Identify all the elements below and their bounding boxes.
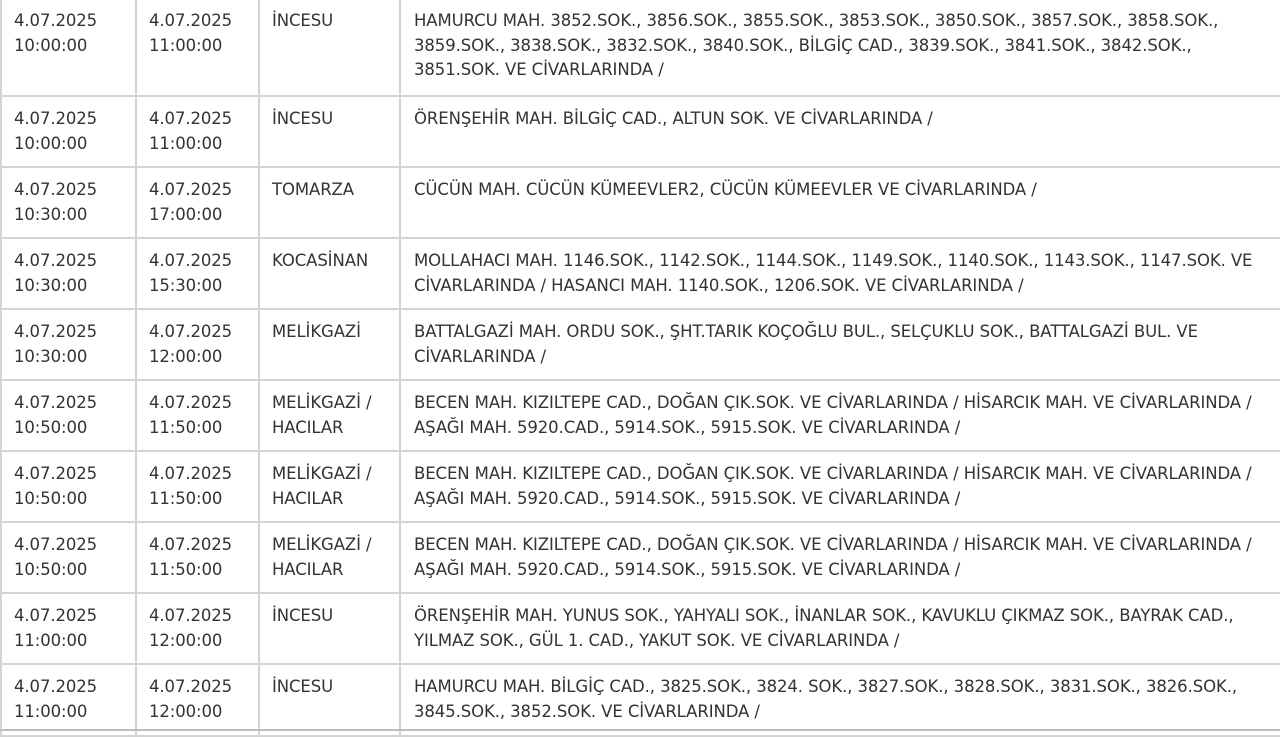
- streets-cell: CÜCÜN MAH. CÜCÜN KÜMEEVLER2, CÜCÜN KÜMEEVLER VE CİVARLARINDA /: [400, 167, 1280, 238]
- table-row: [1, 0, 1280, 96]
- district-line: MELİKGAZİ /: [272, 464, 372, 483]
- table-row: [1, 522, 1280, 593]
- district-line: İNCESU: [272, 677, 334, 696]
- district-line: İNCESU: [272, 606, 334, 625]
- start-time: 10:30:00: [14, 275, 88, 295]
- end-date: 4.07.2025: [149, 322, 233, 341]
- district-cell: [259, 522, 400, 593]
- end-time: 11:00:00: [149, 133, 223, 153]
- district-cell: [259, 451, 400, 522]
- end-time: 11:50:00: [149, 488, 223, 508]
- start-date: 4.07.2025: [14, 109, 98, 128]
- start-date: 4.07.2025: [14, 11, 98, 30]
- district-line: HACILAR: [272, 488, 344, 508]
- end-datetime-cell: [136, 593, 259, 664]
- district-cell: [259, 593, 400, 664]
- start-time: 11:00:00: [14, 630, 88, 650]
- end-date: 4.07.2025: [149, 606, 233, 625]
- end-date: 4.07.2025: [149, 393, 233, 412]
- streets-cell: BECEN MAH. KIZILTEPE CAD., DOĞAN ÇIK.SOK. VE CİVARLARINDA / HİSARCIK MAH. VE CİVARLARINDA / AŞAĞI MAH. 5920.CAD., 5914.SOK., 5915.SOK. VE CİVARLARINDA /: [400, 380, 1280, 451]
- streets-cell: MOLLAHACI MAH. 1146.SOK., 1142.SOK., 1144.SOK., 1149.SOK., 1140.SOK., 1143.SOK., 1147.SOK. VE CİVARLARINDA / HASANCI MAH. 1140.SOK., 1206.SOK. VE CİVARLARINDA /: [400, 238, 1280, 309]
- district-cell: [259, 0, 400, 96]
- streets-cell: ÖRENŞEHİR MAH. BİLGİÇ CAD., ALTUN SOK. VE CİVARLARINDA /: [400, 96, 1280, 167]
- end-time: 12:00:00: [149, 630, 223, 650]
- end-date: 4.07.2025: [149, 109, 233, 128]
- district-line: MELİKGAZİ /: [272, 535, 372, 554]
- district-line: İNCESU: [272, 11, 334, 30]
- district-line: İNCESU: [272, 109, 334, 128]
- table-row: [1, 96, 1280, 167]
- start-datetime-cell: [1, 451, 136, 522]
- end-time: 12:00:00: [149, 701, 223, 721]
- end-date: 4.07.2025: [149, 180, 233, 199]
- end-datetime-cell: [136, 0, 259, 96]
- table-row: [1, 238, 1280, 309]
- end-time: 15:30:00: [149, 275, 223, 295]
- end-time: 17:00:00: [149, 204, 223, 224]
- start-time: 10:30:00: [14, 204, 88, 224]
- streets-cell: HAMURCU MAH. BİLGİÇ CAD., 3825.SOK., 3824. SOK., 3827.SOK., 3828.SOK., 3831.SOK., 3826.SOK., 3845.SOK., 3852.SOK. VE CİVARLARINDA /: [400, 664, 1280, 736]
- table-row: [1, 451, 1280, 522]
- end-date: 4.07.2025: [149, 11, 233, 30]
- district-cell: [259, 167, 400, 238]
- start-time: 10:00:00: [14, 133, 88, 153]
- end-date: 4.07.2025: [149, 464, 233, 483]
- start-time: 10:00:00: [14, 35, 88, 55]
- district-line: TOMARZA: [272, 180, 354, 199]
- table-row: [1, 380, 1280, 451]
- start-datetime-cell: [1, 522, 136, 593]
- start-datetime-cell: [1, 96, 136, 167]
- end-datetime-cell: [136, 664, 259, 736]
- end-datetime-cell: [136, 309, 259, 380]
- end-date: 4.07.2025: [149, 251, 233, 270]
- streets-cell: BECEN MAH. KIZILTEPE CAD., DOĞAN ÇIK.SOK. VE CİVARLARINDA / HİSARCIK MAH. VE CİVARLARINDA / AŞAĞI MAH. 5920.CAD., 5914.SOK., 5915.SOK. VE CİVARLARINDA /: [400, 522, 1280, 593]
- end-datetime-cell: [136, 96, 259, 167]
- district-cell: [259, 380, 400, 451]
- end-date: 4.07.2025: [149, 535, 233, 554]
- start-time: 11:00:00: [14, 701, 88, 721]
- table-row: [1, 167, 1280, 238]
- start-time: 10:30:00: [14, 346, 88, 366]
- start-time: 10:50:00: [14, 417, 88, 437]
- streets-cell: HAMURCU MAH. 3852.SOK., 3856.SOK., 3855.SOK., 3853.SOK., 3850.SOK., 3857.SOK., 3858.SOK., 3859.SOK., 3838.SOK., 3832.SOK., 3840.SOK., BİLGİÇ CAD., 3839.SOK., 3841.SOK., 3842.SOK., 3851.SOK. VE CİVARLARINDA /: [400, 0, 1280, 96]
- start-date: 4.07.2025: [14, 677, 98, 696]
- start-date: 4.07.2025: [14, 180, 98, 199]
- district-cell: [259, 309, 400, 380]
- start-date: 4.07.2025: [14, 393, 98, 412]
- district-line: MELİKGAZİ /: [272, 393, 372, 412]
- end-datetime-cell: [136, 522, 259, 593]
- end-datetime-cell: [136, 451, 259, 522]
- end-datetime-cell: [136, 380, 259, 451]
- start-datetime-cell: [1, 380, 136, 451]
- start-datetime-cell: [1, 593, 136, 664]
- end-time: 12:00:00: [149, 346, 223, 366]
- end-date: 4.07.2025: [149, 677, 233, 696]
- start-time: 10:50:00: [14, 559, 88, 579]
- district-line: KOCASİNAN: [272, 251, 369, 270]
- start-datetime-cell: [1, 309, 136, 380]
- start-date: 4.07.2025: [14, 535, 98, 554]
- end-time: 11:00:00: [149, 35, 223, 55]
- end-time: 11:50:00: [149, 417, 223, 437]
- start-date: 4.07.2025: [14, 251, 98, 270]
- start-datetime-cell: [1, 167, 136, 238]
- end-datetime-cell: [136, 238, 259, 309]
- district-line: MELİKGAZİ: [272, 322, 361, 341]
- streets-cell: BECEN MAH. KIZILTEPE CAD., DOĞAN ÇIK.SOK. VE CİVARLARINDA / HİSARCIK MAH. VE CİVARLARINDA / AŞAĞI MAH. 5920.CAD., 5914.SOK., 5915.SOK. VE CİVARLARINDA /: [400, 451, 1280, 522]
- table-bottom-border: [0, 729, 1280, 731]
- streets-cell: BATTALGAZİ MAH. ORDU SOK., ŞHT.TARIK KOÇOĞLU BUL., SELÇUKLU SOK., BATTALGAZİ BUL. VE CİVARLARINDA /: [400, 309, 1280, 380]
- table-row: [1, 664, 1280, 736]
- district-cell: [259, 664, 400, 736]
- start-date: 4.07.2025: [14, 606, 98, 625]
- district-cell: [259, 238, 400, 309]
- streets-cell: ÖRENŞEHİR MAH. YUNUS SOK., YAHYALI SOK., İNANLAR SOK., KAVUKLU ÇIKMAZ SOK., BAYRAK CAD., YILMAZ SOK., GÜL 1. CAD., YAKUT SOK. VE CİVARLARINDA /: [400, 593, 1280, 664]
- start-datetime-cell: [1, 238, 136, 309]
- start-date: 4.07.2025: [14, 464, 98, 483]
- district-line: HACILAR: [272, 417, 344, 437]
- table-row: [1, 309, 1280, 380]
- start-datetime-cell: [1, 664, 136, 736]
- start-date: 4.07.2025: [14, 322, 98, 341]
- district-line: HACILAR: [272, 559, 344, 579]
- end-time: 11:50:00: [149, 559, 223, 579]
- table-row: [1, 593, 1280, 664]
- end-datetime-cell: [136, 167, 259, 238]
- start-time: 10:50:00: [14, 488, 88, 508]
- district-cell: [259, 96, 400, 167]
- start-datetime-cell: [1, 0, 136, 96]
